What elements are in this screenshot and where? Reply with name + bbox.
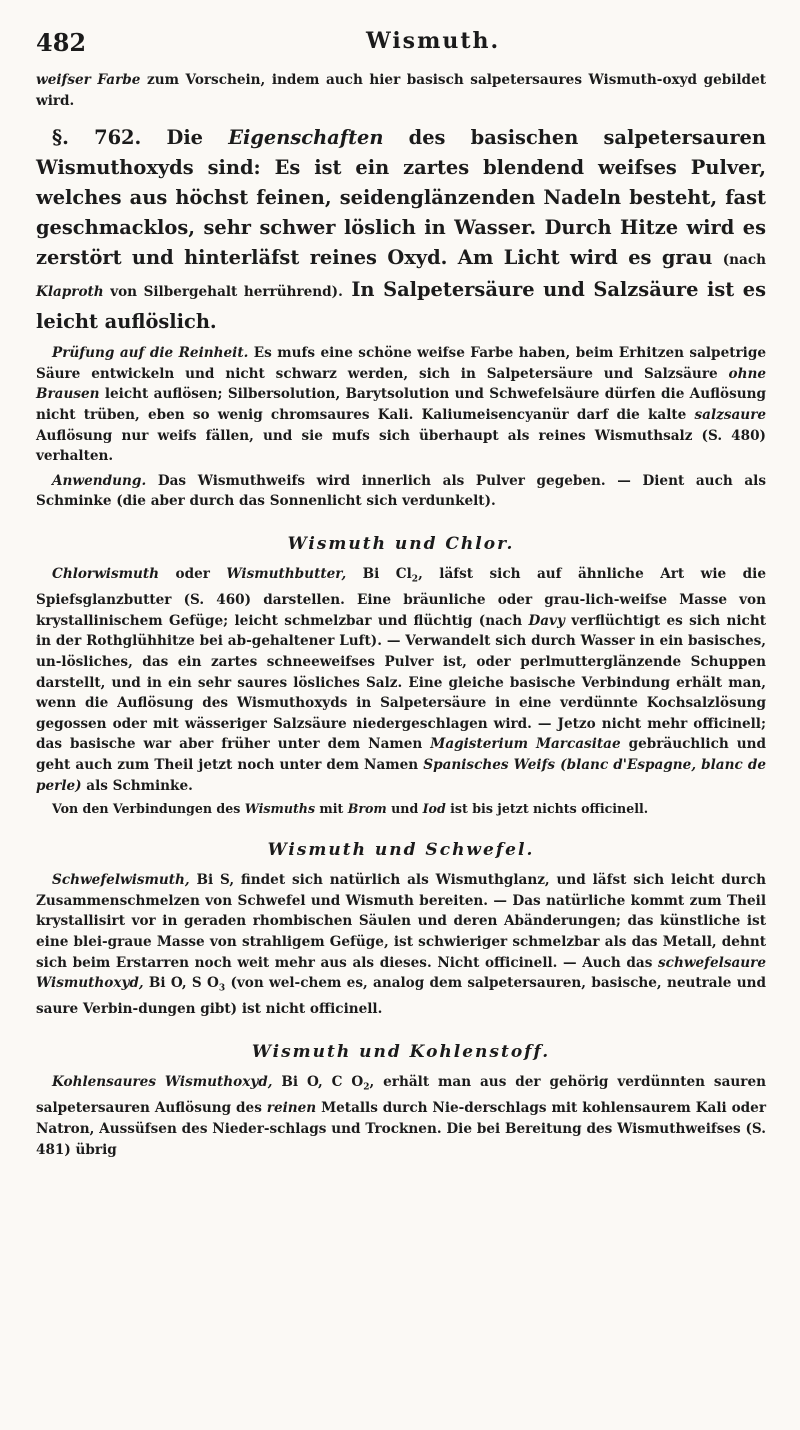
schwefel-paragraph: Schwefelwismuth, Bi S, findet sich natürlich als Wismuthglanz, und läfst sich leicht durch Zusammenschmelzen von Schwefel und Wismuth bereiten. — Das natürliche kommt zum Theil krystallisirt vor in geraden rhombischen Säulen und deren Abänderungen; das künstliche ist eine blei-graue Masse von strahligem Gefüge, ist schwieriger schmelzbar als das Metall, dehnt sich beim Erstarren noch weit mehr aus als dieses. Nicht officinell. — Auch das schwefelsaure Wismuthoxyd, Bi O, S $O_3$ (von wel-chem es, analog dem salpetersauren, basische, neutrale und saure Verbin-dungen gibt) ist nicht officinell.	[36, 872, 766, 1018]
anwendung-label: Anwendung.	[52, 472, 147, 489]
chlor-paragraph: Chlorwismuth oder Wismuthbutter, Bi $Cl_2$, läfst sich auf ähnliche Art wie die Spiefsglanzbutter (S. 460) darstellen. Eine bräunliche oder grau-lich-weifse Masse von krystallinischem Gefüge; leicht schmelzbar und flüchtig (nach Davy verflüchtigt es sich nicht in der Rothglühhitze bei ab-gehaltener Luft). — Verwandelt sich durch Wasser in ein basisches, un-lösliches, das ein zartes schneeweifses Pulver ist, oder perlmutterglänzende Schuppen darstellt, und in ein sehr saures lösliches Salz. Eine gleiche basische Verbindung erhält man, wenn die Auflösung des Wismuthoxyds in Salpetersäure in eine verdünnte Kochsalzlösung gegossen oder mit wässeriger Salzsäure niedergeschlagen wird. — Jetzo nicht mehr officinell; das basische war aber früher unter dem Namen Magisterium Marcasitae gebräuchlich und geht auch zum Theil jetzt noch unter dem Namen Spanisches Weifs (blanc d'Espagne, blanc de perle) als Schminke.	[36, 565, 766, 794]
paragraph-762	[36, 123, 766, 337]
heading-kohlenstoff: Wismuth und Kohlenstoff.	[251, 1042, 551, 1063]
p762-tail: In Salpetersäure und Salzsäure ist es leicht auflöslich.	[36, 278, 766, 334]
intro-paragraph	[36, 70, 766, 111]
p762-note: (nach Klaproth von Silbergehalt herrührend).	[36, 252, 766, 301]
running-head: Wismuth.	[366, 28, 501, 54]
p762-title: Eigenschaften	[228, 126, 384, 150]
page-header	[36, 20, 766, 70]
kohlenstoff-paragraph: Kohlensaures Wismuthoxyd, Bi O, C $O_2$, erhält man aus der gehörig verdünnten sauren salpetersauren Auflösung des reinen Metalls durch Nie-derschlags mit kohlensaurem Kali oder Natron, Aussüfsen des Nieder-schlags und Trocknen. Die bei Bereitung des Wismuthweifses (S. 481) übrig	[36, 1074, 766, 1158]
heading-schwefel: Wismuth und Schwefel.	[267, 840, 535, 861]
chlor-note: Von den Verbindungen des Wismuths mit Brom und Iod ist bis jetzt nichts officinell.	[52, 801, 649, 817]
section-mark: §. 762.	[52, 126, 142, 150]
p762-pre: Die	[141, 126, 229, 150]
anwendung-paragraph: Anwendung. Das Wismuthweifs wird innerlich als Pulver gegeben. — Dient auch als Schminke (die aber durch das Sonnenlicht sich verdunkelt).	[36, 472, 766, 510]
heading-chlor: Wismuth und Chlor.	[287, 533, 515, 554]
pruefung-label: Prüfung auf die Reinheit.	[52, 345, 249, 362]
book-page	[36, 20, 766, 1160]
p762-text: des basischen salpetersauren Wismuthoxyds sind: Es ist ein zartes blendend weifses Pulver, welches aus höchst feinen, seidenglänzenden Nadeln besteht, fast geschmacklos, sehr schwer löslich in Wasser. Durch Hitze wird es zerstört und hinterläfst reines Oxyd. Am Licht wird es grau	[36, 126, 766, 270]
intro-lead: weifser Farbe	[36, 72, 141, 88]
page-number: 482	[36, 28, 87, 57]
intro-text: zum Vorschein, indem auch hier basisch salpetersaures Wismuth-oxyd gebildet wird.	[36, 72, 766, 109]
pruefung-paragraph: Prüfung auf die Reinheit. Es mufs eine schöne weifse Farbe haben, beim Erhitzen salpetrige Säure entwickeln und nicht schwarz werden, sich in Salpetersäure und Salzsäure ohne Brausen leicht auflösen; Silbersolution, Barytsolution und Schwefelsäure dürfen die Auflösung nicht trüben, eben so wenig chromsaures Kali. Kaliumeisencyanür darf die kalte salzsaure Auflösung nur weifs fällen, und sie mufs sich überhaupt als reines Wismuthsalz (S. 480) verhalten.	[36, 345, 766, 465]
